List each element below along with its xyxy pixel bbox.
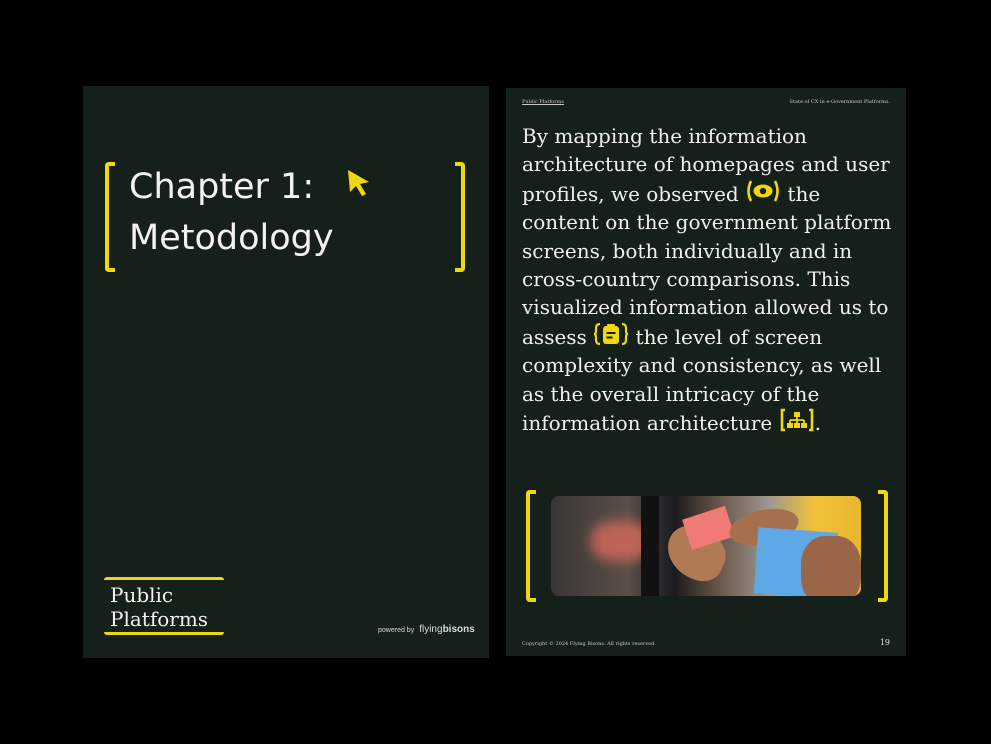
copyright-text: Copyright © 2024 Flying Bisons. All rights reserved. <box>522 641 656 647</box>
left-bracket <box>105 162 115 272</box>
cursor-arrow-icon <box>345 168 373 198</box>
sticky-notes-photo <box>551 496 861 596</box>
public-platforms-logo <box>104 577 224 635</box>
flying-bisons-logo <box>419 624 475 635</box>
body-text-3: the level of screen complexity and consistency, as well as the overall intricacy of the information architecture <box>522 324 882 436</box>
right-bracket <box>455 162 465 272</box>
eye-icon <box>745 179 781 203</box>
clipboard-icon <box>593 322 629 346</box>
body-text-2: the content on the government platform screens, both individually and in cross-country comparisons. This visualized information allowed us to assess <box>522 181 892 349</box>
powered-by-label: powered by <box>378 627 415 634</box>
powered-by <box>378 624 475 635</box>
left-page <box>83 86 489 658</box>
running-head-right: State of CX in e-Government Platforms. <box>789 99 890 105</box>
right-page <box>506 88 906 656</box>
brand-bold: bisons <box>442 624 475 635</box>
logo-line-2: Platforms <box>110 607 209 631</box>
logo-line-1: Public <box>110 583 174 607</box>
page-number: 19 <box>879 638 890 647</box>
body-text-1: By mapping the information architecture of homepages and user profiles, we observed <box>522 124 890 206</box>
chapter-title <box>129 162 359 264</box>
sitemap-icon <box>779 408 815 432</box>
chapter-name: Metodology <box>129 218 334 258</box>
running-head-left: Public Platforms <box>522 99 564 105</box>
image-left-bracket <box>526 490 536 602</box>
body-paragraph <box>522 122 894 437</box>
image-right-bracket <box>878 490 888 602</box>
chapter-number: Chapter 1: <box>129 167 315 207</box>
brand-light: flying <box>419 624 443 635</box>
body-text-4: . <box>814 411 821 436</box>
